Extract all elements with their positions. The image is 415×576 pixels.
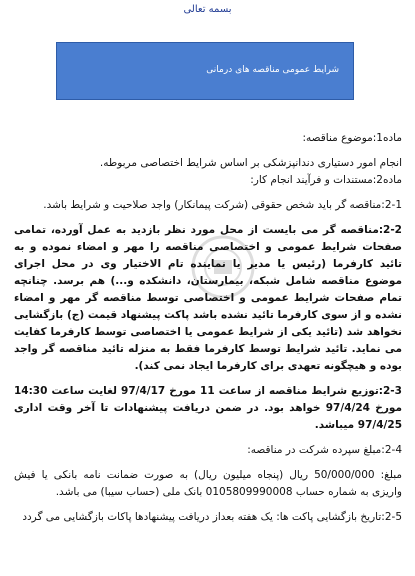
- clause-2-2: 2-2:مناقصه گر می بایست از محل مورد نظر بازدید به عمل آورده، تمامی صفحات شرایط عمومی و اختصاصی مناقصه را مهر و امضاء نموده و به تائید کارفرما (رئیس یا مدیر یا نماینده تام الاختیار وی در محل اجرای موضوع مناقصه شامل شبکه، بیمارستان، دانشکده و...) هم برسد. چنانچه تمام صفحات شرایط عمومی و اختصاصی توسط مناقصه گر مهر و امضاء نشده و از سوی کارفرما تائید نشده باشد پاکت پیشنهاد قیمت (ج) بازگشایی نخواهد شد (تائید یکی از شرایط عمومی یا اختصاصی توسط کارفرما کفایت می نماید. تائید شرایط توسط کارفرما فقط به منزله تائید مناقصه گر واجد بوده و هیچگونه تعهدی برای کارفرما ایجاد نمی کند).: [14, 224, 402, 372]
- clause-2-1: 2-1:مناقصه گر باید شخص حقوقی (شرکت پیمانکار) واجد صلاحیت و شرایط باشد.: [43, 199, 402, 211]
- clause-2-4-heading: 2-4:مبلغ سپرده شرکت در مناقصه:: [247, 444, 402, 456]
- document-title-box: [56, 42, 354, 100]
- article-1-text: انجام امور دستیاری دندانپزشکی بر اساس شرایط اختصاصی مربوطه.: [99, 157, 402, 169]
- document-title: شرایط عمومی مناقصه های درمانی: [206, 65, 339, 75]
- clause-2-4-text: مبلغ: 50/000/000 ریال (پنجاه میلیون ریال) به صورت ضمانت نامه بانکی یا فیش واریزی به شماره حساب 0105809990008 بانک ملی (حساب سیبا) می باشد.: [14, 469, 403, 498]
- article-2-heading: ماده2:مستندات و فرآیند انجام کار:: [250, 174, 402, 186]
- clause-2-5: 2-5:تاریخ بازگشایی پاکت ها: یک هفته بعداز دریافت پیشنهادها پاکات بازگشایی می گردد: [22, 511, 402, 523]
- basmala-heading: بسمه تعالی: [183, 4, 232, 15]
- clause-2-3: 2-3:توزیع شرایط مناقصه از ساعت 11 مورخ 97/4/17 لغایت ساعت 14:30 مورخ 97/4/24 خواهد بود. در ضمن دریافت پیشنهادات تا آخر وقت اداری 97/4/25 میباشد.: [14, 385, 402, 431]
- article-1-heading: ماده1:موضوع مناقصه:: [302, 132, 402, 144]
- document-body: [14, 130, 402, 526]
